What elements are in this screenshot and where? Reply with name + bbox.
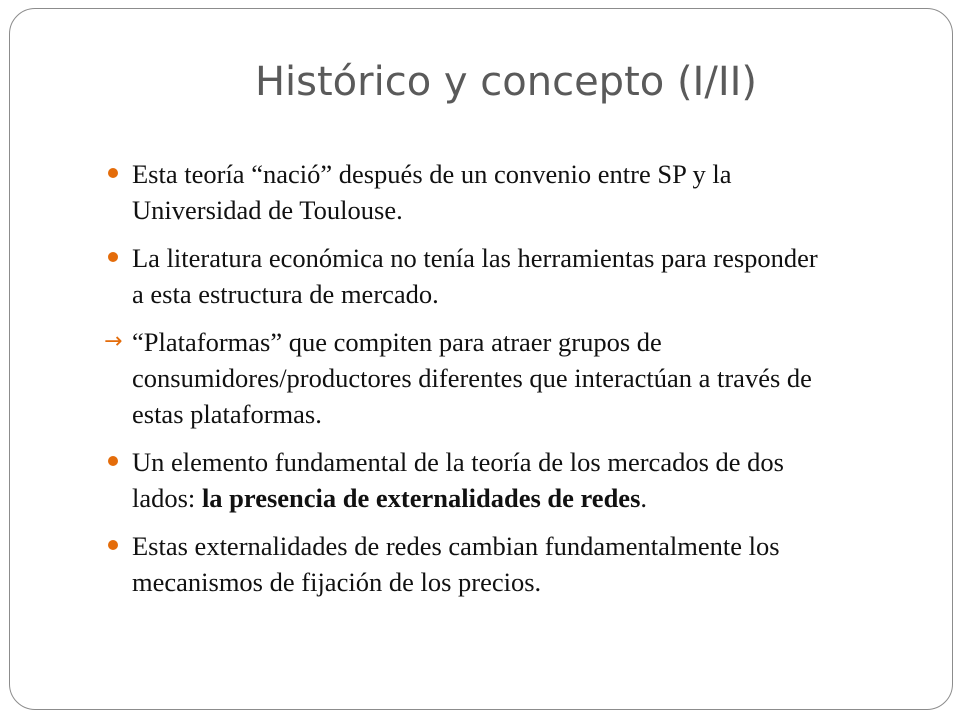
bullet-item-4-line-2 <box>132 480 946 516</box>
bullet-dot-icon <box>108 168 118 178</box>
bullet-item-2-line-1: La literatura económica no tenía las herramientas para responder <box>132 243 818 273</box>
arrow-item-3-line-3: estas plataformas. <box>132 399 322 429</box>
bullet-dot-icon <box>108 252 118 262</box>
emphasis-text: la presencia de externalidades de redes <box>201 483 641 513</box>
bullet-item-2-line-2: a esta estructura de mercado. <box>132 279 439 309</box>
bullet-item-4-line-2-prefix: lados: <box>132 483 202 513</box>
bullet-item-4 <box>106 444 946 516</box>
slide-body <box>106 156 946 612</box>
bullet-item-5 <box>106 528 946 600</box>
bullet-item-5-line-2: mecanismos de fijación de los precios. <box>132 567 542 597</box>
bullet-item-5-line-1: Estas externalidades de redes cambian fundamentalmente los <box>132 531 780 561</box>
bullet-item-2 <box>106 240 946 312</box>
bullet-dot-icon <box>108 456 118 466</box>
bullet-dot-icon <box>108 540 118 550</box>
arrow-item-3-line-1: “Plataformas” que compiten para atraer grupos de <box>132 327 662 357</box>
bullet-item-1 <box>106 156 946 228</box>
arrow-item-3-line-2: consumidores/productores diferentes que interactúan a través de <box>132 363 812 393</box>
arrow-item-3 <box>106 324 946 432</box>
bullet-item-4-line-2-suffix: . <box>640 483 648 513</box>
bullet-item-1-line-1: Esta teoría “nació” después de un convenio entre SP y la <box>132 159 732 189</box>
bullet-item-1-line-2: Universidad de Toulouse. <box>132 195 403 225</box>
bullet-item-4-line-1: Un elemento fundamental de la teoría de los mercados de dos <box>132 447 784 477</box>
slide-title: Histórico y concepto (I/II) <box>254 59 758 105</box>
arrow-right-icon: → <box>104 329 123 354</box>
